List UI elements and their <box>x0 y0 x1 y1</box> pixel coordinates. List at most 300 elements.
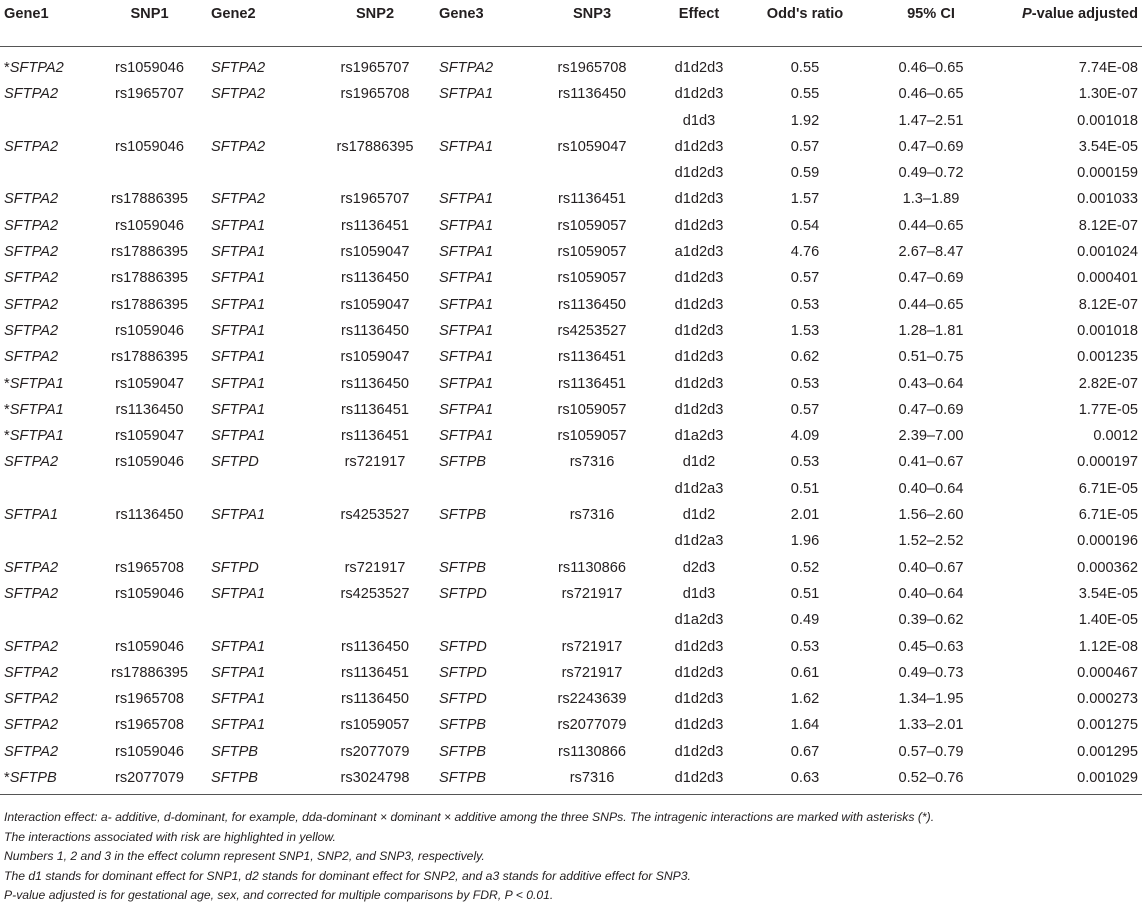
cell-gene3 <box>435 108 528 134</box>
cell-effect: d1d2d3 <box>674 401 724 418</box>
gene-name: SFTPA1 <box>9 375 64 392</box>
cell-effect: d1d2 <box>682 454 716 471</box>
table-row <box>0 528 1142 554</box>
cell-snp3: rs1059057 <box>557 401 627 418</box>
cell-gene1: SFTPA2 <box>4 585 59 602</box>
cell-ci: 0.46–0.65 <box>898 60 964 76</box>
cell-ci: 0.44–0.65 <box>898 217 964 234</box>
footnote-p-letter-2: P <box>504 888 513 903</box>
cell-gene1: SFTPA2 <box>4 743 59 760</box>
cell-gene2 <box>207 108 315 134</box>
cell-snp3: rs1136450 <box>558 86 626 103</box>
cell-gene3: SFTPA1 <box>439 86 494 103</box>
cell-p-value: 0.001018 <box>1077 322 1138 339</box>
cell-snp2: rs1136450 <box>341 270 409 287</box>
cell-p-value: 0.000467 <box>1077 664 1138 681</box>
cell-gene1: SFTPA2 <box>4 191 59 208</box>
cell-gene3 <box>435 476 528 502</box>
header-effect: Effect <box>656 0 742 47</box>
cell-ci: 0.49–0.72 <box>898 165 964 182</box>
cell-odds-ratio: 0.51 <box>790 480 820 497</box>
table-footnotes <box>4 808 1138 906</box>
cell-ci: 1.34–1.95 <box>898 691 964 708</box>
cell-effect: d1d3 <box>682 585 716 602</box>
cell-snp2: rs17886395 <box>336 138 414 155</box>
cell-snp1: rs1059047 <box>115 375 184 392</box>
cell-gene3: SFTPD <box>439 638 487 655</box>
footnote-interaction-effect: Interaction effect: a- additive, d-dominant, for example, dda-dominant × dominant × additive among the three SNPs. The intragenic interactions are marked with asterisks (*). <box>4 810 935 824</box>
header-p-rest: -value adjusted <box>1031 6 1138 22</box>
table-row <box>0 634 1142 660</box>
cell-gene1: SFTPA2 <box>4 691 59 708</box>
cell-gene3: SFTPB <box>439 717 487 734</box>
cell-ci: 0.43–0.64 <box>898 375 964 392</box>
cell-gene2: SFTPA1 <box>211 296 266 313</box>
cell-ci: 0.39–0.62 <box>898 612 964 629</box>
cell-snp3: rs1136450 <box>558 296 626 313</box>
cell-snp3: rs1136451 <box>558 191 626 208</box>
cell-gene2: SFTPD <box>211 454 259 471</box>
cell-snp2: rs1136451 <box>341 217 409 234</box>
cell-gene1: SFTPA2 <box>4 664 59 681</box>
cell-gene3: SFTPB <box>439 743 487 760</box>
table-row <box>0 108 1142 134</box>
cell-snp1: rs1059046 <box>115 585 184 602</box>
cell-effect: d1d2d3 <box>674 375 724 392</box>
cell-gene1 <box>0 476 92 502</box>
cell-gene3: SFTPA1 <box>439 401 494 418</box>
cell-gene1: SFTPA1 <box>4 507 59 524</box>
cell-odds-ratio: 0.53 <box>790 454 820 471</box>
cell-snp1: rs1136450 <box>115 401 184 418</box>
cell-snp2: rs1136450 <box>341 691 409 708</box>
cell-snp1: rs1059046 <box>115 322 184 339</box>
cell-p-value: 0.001024 <box>1077 244 1138 261</box>
cell-snp3: rs721917 <box>561 585 623 602</box>
table-row <box>0 739 1142 765</box>
cell-gene2: SFTPA2 <box>211 138 266 155</box>
cell-effect: d1a2d3 <box>674 428 724 445</box>
table-row <box>0 712 1142 738</box>
cell-snp3: rs2077079 <box>557 717 627 734</box>
header-odds-ratio: Odd's ratio <box>742 0 868 47</box>
cell-p-value: 2.82E-07 <box>1078 375 1138 392</box>
cell-odds-ratio: 1.96 <box>790 533 820 550</box>
cell-p-value: 1.77E-05 <box>1078 401 1138 418</box>
cell-effect: d1d2d3 <box>674 86 724 103</box>
cell-gene1 <box>0 160 92 186</box>
cell-snp1: rs1965708 <box>115 691 184 708</box>
cell-odds-ratio: 0.49 <box>790 612 820 629</box>
cell-gene2: SFTPA1 <box>211 375 266 392</box>
cell-snp2: rs1059047 <box>340 349 410 366</box>
cell-gene2 <box>207 607 315 633</box>
cell-effect: d1d3 <box>682 112 716 129</box>
cell-snp2: rs2077079 <box>340 743 410 760</box>
cell-snp3 <box>528 476 656 502</box>
cell-gene3: SFTPA1 <box>439 349 494 366</box>
table-header <box>0 0 1142 47</box>
cell-odds-ratio: 0.51 <box>790 585 820 602</box>
table-row <box>0 660 1142 686</box>
cell-snp3: rs1136451 <box>558 349 626 366</box>
cell-odds-ratio: 0.57 <box>790 138 820 155</box>
table-row <box>0 239 1142 265</box>
table-row <box>0 555 1142 581</box>
footnote-p-letter: P <box>4 888 13 903</box>
cell-snp1: rs1965708 <box>115 717 184 734</box>
cell-gene2: SFTPA1 <box>211 664 266 681</box>
cell-gene3: SFTPA1 <box>439 296 494 313</box>
cell-snp1: rs1059046 <box>115 217 184 234</box>
cell-odds-ratio: 0.55 <box>790 60 820 76</box>
cell-odds-ratio: 0.63 <box>742 765 868 795</box>
table-row <box>0 160 1142 186</box>
cell-snp2: rs4253527 <box>340 585 410 602</box>
cell-gene1 <box>0 108 92 134</box>
table-body <box>0 47 1142 795</box>
cell-odds-ratio: 1.62 <box>790 691 820 708</box>
cell-p-value: 1.12E-08 <box>1078 638 1138 655</box>
header-snp3: SNP3 <box>528 0 656 47</box>
cell-snp3: rs1130866 <box>558 559 626 576</box>
cell-gene1 <box>0 607 92 633</box>
cell-snp3: rs1130866 <box>558 743 626 760</box>
cell-snp1: rs1059046 <box>115 638 184 655</box>
header-ci: 95% CI <box>868 0 994 47</box>
cell-odds-ratio: 1.64 <box>790 717 820 734</box>
cell-gene3: SFTPA1 <box>439 138 494 155</box>
cell-snp2: rs4253527 <box>340 507 410 524</box>
table-row <box>0 607 1142 633</box>
cell-ci: 0.47–0.69 <box>898 138 964 155</box>
cell-snp2 <box>315 476 435 502</box>
cell-gene1: SFTPA2 <box>4 86 59 103</box>
cell-gene2: SFTPB <box>211 743 259 760</box>
cell-gene3 <box>435 528 528 554</box>
cell-snp1: rs1136450 <box>115 507 184 524</box>
header-p-value <box>994 0 1142 47</box>
cell-p-value: 0.000401 <box>1077 270 1138 287</box>
cell-snp2: rs1136451 <box>341 401 409 418</box>
footnote-numbers: Numbers 1, 2 and 3 in the effect column represent SNP1, SNP2, and SNP3, respectively. <box>4 849 485 864</box>
cell-snp3: rs2243639 <box>557 691 627 708</box>
cell-snp3: rs1059057 <box>557 270 627 287</box>
cell-ci: 0.52–0.76 <box>868 765 994 795</box>
table-row <box>0 292 1142 318</box>
cell-gene3: SFTPA1 <box>439 322 494 339</box>
cell-effect: d1d2a3 <box>674 533 724 550</box>
cell-snp1: rs17886395 <box>110 244 189 261</box>
cell-snp2 <box>315 160 435 186</box>
cell-p-value: 0.000196 <box>1077 533 1138 550</box>
cell-snp2: rs1965707 <box>340 191 410 208</box>
cell-snp1: rs17886395 <box>110 349 189 366</box>
cell-ci: 0.40–0.67 <box>898 559 964 576</box>
cell-snp2: rs1965708 <box>340 86 410 103</box>
cell-ci: 0.40–0.64 <box>898 585 964 602</box>
cell-snp1: rs1965708 <box>115 559 184 576</box>
gene-name: SFTPB <box>9 770 57 787</box>
table-row <box>0 449 1142 475</box>
cell-gene3: SFTPD <box>439 664 487 681</box>
cell-snp3: rs7316 <box>569 507 615 524</box>
cell-ci: 2.67–8.47 <box>898 244 964 261</box>
cell-snp3: rs7316 <box>528 765 656 795</box>
cell-p-value: 0.001275 <box>1077 717 1138 734</box>
gene-name: SFTPA2 <box>9 60 64 76</box>
cell-snp1: rs17886395 <box>110 296 189 313</box>
table-row <box>0 318 1142 344</box>
cell-odds-ratio: 2.01 <box>790 507 820 524</box>
intragenic-asterisk: * <box>4 60 10 76</box>
cell-p-value: 1.30E-07 <box>1078 86 1138 103</box>
cell-gene1: SFTPA2 <box>4 296 59 313</box>
cell-gene2 <box>207 528 315 554</box>
cell-snp1 <box>92 108 207 134</box>
cell-snp2: rs721917 <box>344 454 406 471</box>
cell-ci: 1.52–2.52 <box>898 533 964 550</box>
cell-gene1 <box>0 371 92 397</box>
table-row <box>0 371 1142 397</box>
cell-gene3: SFTPA1 <box>439 244 494 261</box>
cell-gene2: SFTPA1 <box>211 585 266 602</box>
cell-snp1: rs1059046 <box>115 454 184 471</box>
cell-gene3: SFTPD <box>439 691 487 708</box>
cell-odds-ratio: 4.76 <box>790 244 820 261</box>
cell-ci: 0.46–0.65 <box>898 86 964 103</box>
cell-snp2: rs1059047 <box>340 296 410 313</box>
cell-effect: d1d2a3 <box>674 480 724 497</box>
cell-effect: d1d2d3 <box>674 717 724 734</box>
gene-name: SFTPA1 <box>9 401 64 418</box>
cell-gene2 <box>207 476 315 502</box>
cell-odds-ratio: 0.53 <box>790 296 820 313</box>
cell-p-value: 0.0012 <box>1093 428 1138 445</box>
cell-snp2: rs1136450 <box>341 322 409 339</box>
cell-odds-ratio: 0.55 <box>790 86 820 103</box>
cell-effect: d1d2d3 <box>674 638 724 655</box>
cell-effect: d1d2d3 <box>674 664 724 681</box>
cell-odds-ratio: 1.92 <box>790 112 820 129</box>
cell-effect: d1d2d3 <box>674 138 724 155</box>
cell-p-value: 0.001029 <box>994 765 1142 795</box>
table-row <box>0 476 1142 502</box>
cell-gene3: SFTPD <box>439 585 487 602</box>
table-row <box>0 344 1142 370</box>
cell-snp3: rs1059057 <box>557 428 627 445</box>
cell-gene1 <box>0 528 92 554</box>
cell-gene1: SFTPA2 <box>4 559 59 576</box>
cell-gene2: SFTPB <box>207 765 315 795</box>
table-top-spacer <box>0 47 1142 56</box>
cell-snp3: rs721917 <box>561 664 623 681</box>
cell-p-value: 3.54E-05 <box>1078 585 1138 602</box>
cell-ci: 0.47–0.69 <box>898 401 964 418</box>
table-row <box>0 686 1142 712</box>
cell-p-value: 0.000273 <box>1077 691 1138 708</box>
table-row <box>0 55 1142 81</box>
cell-gene1 <box>0 423 92 449</box>
cell-gene3: SFTPA1 <box>439 191 494 208</box>
cell-effect: d1d2d3 <box>674 322 724 339</box>
cell-snp2: rs1059047 <box>340 244 410 261</box>
cell-ci: 1.28–1.81 <box>898 322 964 339</box>
cell-odds-ratio: 4.09 <box>790 428 820 445</box>
cell-gene2: SFTPA2 <box>211 86 266 103</box>
cell-snp2 <box>315 108 435 134</box>
cell-p-value: 0.000159 <box>1077 165 1138 182</box>
cell-gene2: SFTPA1 <box>211 349 266 366</box>
cell-gene1: SFTPA2 <box>4 349 59 366</box>
cell-gene2: SFTPA1 <box>211 401 266 418</box>
cell-effect: d1d2d3 <box>674 691 724 708</box>
cell-odds-ratio: 1.57 <box>790 191 820 208</box>
cell-gene3: SFTPA1 <box>439 270 494 287</box>
intragenic-asterisk: * <box>4 375 10 392</box>
header-p-italic: P <box>1022 6 1032 22</box>
cell-snp1 <box>92 160 207 186</box>
table-row <box>0 581 1142 607</box>
cell-gene2 <box>207 160 315 186</box>
cell-effect: d1d2d3 <box>674 270 724 287</box>
cell-snp3: rs1059047 <box>557 138 627 155</box>
cell-odds-ratio: 0.59 <box>790 165 820 182</box>
cell-ci: 0.44–0.65 <box>898 296 964 313</box>
cell-gene2: SFTPA1 <box>211 217 266 234</box>
cell-effect: a1d2d3 <box>674 244 724 261</box>
cell-snp3: rs1136451 <box>558 375 626 392</box>
cell-gene1: SFTPA2 <box>4 638 59 655</box>
footnote-p-text: -value adjusted is for gestational age, sex, and corrected for multiple comparisons by FDR, <box>12 888 505 903</box>
cell-snp2: rs1059057 <box>340 717 410 734</box>
cell-gene2: SFTPA2 <box>211 60 266 76</box>
cell-p-value: 8.12E-07 <box>1078 217 1138 234</box>
cell-gene1 <box>0 397 92 423</box>
cell-snp1: rs1965707 <box>115 86 184 103</box>
cell-snp3 <box>528 108 656 134</box>
cell-ci: 0.51–0.75 <box>898 349 964 366</box>
cell-snp2: rs1136451 <box>341 428 409 445</box>
cell-effect: d1d2d3 <box>674 165 724 182</box>
cell-ci: 1.47–2.51 <box>898 112 964 129</box>
cell-snp3 <box>528 528 656 554</box>
footnote-p-end: < 0.01. <box>512 888 554 903</box>
cell-odds-ratio: 0.52 <box>790 559 820 576</box>
table-row <box>0 502 1142 528</box>
cell-gene1: SFTPA2 <box>4 244 59 261</box>
cell-snp1 <box>92 607 207 633</box>
cell-snp3: rs4253527 <box>557 322 627 339</box>
cell-snp1 <box>92 528 207 554</box>
cell-snp3: rs1965708 <box>557 60 627 76</box>
cell-odds-ratio: 0.62 <box>790 349 820 366</box>
cell-gene2: SFTPA1 <box>211 270 266 287</box>
cell-snp2: rs1136451 <box>341 664 409 681</box>
cell-effect: d1a2d3 <box>674 612 724 629</box>
cell-snp3 <box>528 607 656 633</box>
cell-p-value: 7.74E-08 <box>1078 60 1138 76</box>
cell-odds-ratio: 1.53 <box>790 322 820 339</box>
cell-gene3: SFTPA2 <box>439 60 494 76</box>
cell-odds-ratio: 0.53 <box>790 375 820 392</box>
cell-snp2: rs3024798 <box>315 765 435 795</box>
cell-gene2: SFTPA1 <box>211 244 266 261</box>
cell-ci: 1.56–2.60 <box>898 507 964 524</box>
cell-snp3: rs721917 <box>561 638 623 655</box>
cell-p-value: 6.71E-05 <box>1078 507 1138 524</box>
cell-gene2: SFTPA1 <box>211 428 266 445</box>
cell-p-value: 0.000362 <box>1077 559 1138 576</box>
cell-p-value: 0.001018 <box>1077 112 1138 129</box>
table-row <box>0 765 1142 795</box>
cell-gene2: SFTPA1 <box>211 507 266 524</box>
footnote-risk-highlight: The interactions associated with risk are highlighted in yellow. <box>4 829 336 844</box>
cell-gene2: SFTPA1 <box>211 322 266 339</box>
footnote-d1-d2-a3: The d1 stands for dominant effect for SNP1, d2 stands for dominant effect for SNP2, and a3 stands for additive effect for SNP3. <box>4 868 691 883</box>
cell-effect: d1d2 <box>682 507 716 524</box>
cell-snp1: rs1059047 <box>115 428 184 445</box>
cell-p-value: 8.12E-07 <box>1078 296 1138 313</box>
cell-p-value: 6.71E-05 <box>1078 480 1138 497</box>
cell-ci: 0.49–0.73 <box>898 664 964 681</box>
cell-gene3: SFTPB <box>439 454 487 471</box>
cell-snp1: rs1059046 <box>115 60 184 76</box>
header-gene2: Gene2 <box>207 0 315 47</box>
cell-gene2: SFTPD <box>211 559 259 576</box>
cell-effect: d1d2d3 <box>674 191 724 208</box>
cell-p-value: 3.54E-05 <box>1078 138 1138 155</box>
cell-effect: d1d2d3 <box>674 296 724 313</box>
cell-gene1: SFTPA2 <box>4 138 59 155</box>
intragenic-asterisk: * <box>4 770 10 787</box>
table-row <box>0 81 1142 107</box>
cell-gene3: SFTPB <box>435 765 528 795</box>
cell-effect: d1d2d3 <box>674 60 724 76</box>
cell-gene1: SFTPA2 <box>4 270 59 287</box>
cell-snp3: rs1059057 <box>557 244 627 261</box>
cell-gene2: SFTPA2 <box>211 191 266 208</box>
cell-gene1 <box>0 765 92 795</box>
cell-ci: 0.47–0.69 <box>898 270 964 287</box>
cell-gene1 <box>0 55 92 81</box>
cell-snp2: rs1965707 <box>340 60 410 76</box>
cell-snp3 <box>528 160 656 186</box>
cell-gene3 <box>435 607 528 633</box>
cell-effect: d1d2d3 <box>674 217 724 234</box>
cell-gene3: SFTPA1 <box>439 217 494 234</box>
cell-snp3: rs7316 <box>569 454 615 471</box>
table-row <box>0 134 1142 160</box>
cell-odds-ratio: 0.67 <box>790 743 820 760</box>
cell-effect: d1d2d3 <box>674 743 724 760</box>
cell-snp1: rs2077079 <box>92 765 207 795</box>
gene-name: SFTPA1 <box>9 428 64 445</box>
cell-snp2: rs1136450 <box>341 638 409 655</box>
cell-snp1: rs17886395 <box>110 664 189 681</box>
cell-gene1: SFTPA2 <box>4 217 59 234</box>
cell-snp2: rs721917 <box>344 559 406 576</box>
table-row <box>0 397 1142 423</box>
cell-ci: 1.33–2.01 <box>898 717 964 734</box>
cell-gene3: SFTPA1 <box>439 428 494 445</box>
cell-gene2: SFTPA1 <box>211 638 266 655</box>
cell-gene3: SFTPB <box>439 507 487 524</box>
table-row <box>0 423 1142 449</box>
cell-snp2 <box>315 528 435 554</box>
cell-gene1: SFTPA2 <box>4 322 59 339</box>
cell-gene3: SFTPB <box>439 559 487 576</box>
